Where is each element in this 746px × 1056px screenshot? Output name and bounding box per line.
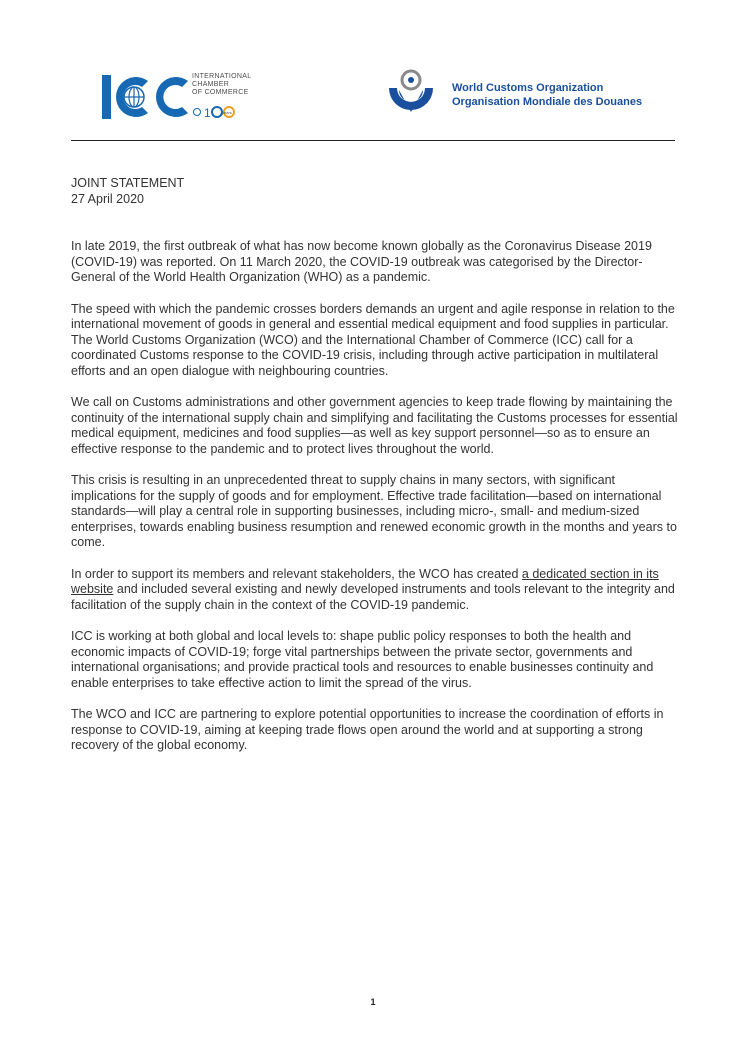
svg-text:1: 1 xyxy=(204,106,211,120)
wco-emblem-icon xyxy=(385,68,445,118)
header-divider xyxy=(71,140,675,141)
svg-text:years: years xyxy=(222,110,232,115)
paragraph-7: The WCO and ICC are partnering to explore potential opportunities to increase the coordination of efforts in response to COVID-19, aiming at keeping trade flows open around the world and at supporting a strong recovery of the global economy. xyxy=(71,707,664,752)
wco-dedicated-section-link[interactable]: a dedicated section in its website xyxy=(71,566,659,596)
paragraph-4: This crisis is resulting in an unprecedented threat to supply chains in many sectors, with significant implications for the supply of goods and for employment. Effective trade facilitation—based on international standards—will play a central role in supporting businesses, including micro-, small- and medium-sized enterprises, towards enabling business resumption and renewed economic growth in the months and years to come. xyxy=(71,473,677,549)
page-header xyxy=(0,0,746,145)
paragraph-1: In late 2019, the first outbreak of what has now become known globally as the Coronavirus Disease 2019 (COVID-19) was reported. On 11 March 2020, the COVID-19 outbreak was categorised by the Director-General of the World Health Organization (WHO) as a pandemic. xyxy=(71,239,652,284)
paragraph-3: We call on Customs administrations and other government agencies to keep trade flowing by maintaining the continuity of the international supply chain and simplifying and facilitating the Customs processes for essential medical equipment, medicines and food supplies—as well as key support personnel—so as to ensure an effective response to the pandemic and to protect lives throughout the world. xyxy=(71,395,678,456)
icc-100-years-icon xyxy=(192,104,252,120)
wco-name-en: World Customs Organization xyxy=(452,82,604,94)
icc-name-line-2: CHAMBER xyxy=(192,81,230,88)
icc-logo xyxy=(100,72,270,122)
paragraph-6: ICC is working at both global and local levels to: shape public policy responses to both the health and economic impacts of COVID-19; forge vital partnerships between the private sector, governments and international organisations; and provide practical tools and resources to enable businesses continuity and enable enterprises to take effective action to limit the spread of the virus. xyxy=(71,629,654,690)
page-number: 1 xyxy=(370,997,376,1007)
paragraph-5-text-after: and included several existing and newly developed instruments and tools relevant to the integrity and facilitation of the supply chain in the context of the COVID-19 pandemic. xyxy=(71,582,675,612)
paragraph-5-text-before: In order to support its members and relevant stakeholders, the WCO has created xyxy=(71,566,522,581)
icc-logo-icon xyxy=(100,72,190,122)
paragraph-5 xyxy=(71,567,681,614)
icc-name xyxy=(192,73,272,97)
icc-name-line-1: INTERNATIONAL xyxy=(192,73,252,80)
wco-name-fr: Organisation Mondiale des Douanes xyxy=(452,96,643,108)
statement-heading: JOINT STATEMENT xyxy=(71,176,185,190)
document-body xyxy=(71,176,681,766)
statement-date: 27 April 2020 xyxy=(71,191,144,206)
wco-logo xyxy=(385,68,685,118)
paragraph-2: The speed with which the pandemic crosses borders demands an urgent and agile response in relation to the international movement of goods in general and essential medical equipment and food supplies in particular. The World Customs Organization (WCO) and the International Chamber of Commerce (ICC) call for a coordinated Customs response to the COVID-19 crisis, including through active participation in multilateral efforts and an open dialogue with neighbouring countries. xyxy=(71,301,675,378)
icc-name-line-3: OF COMMERCE xyxy=(192,89,249,96)
wco-name xyxy=(452,81,642,109)
